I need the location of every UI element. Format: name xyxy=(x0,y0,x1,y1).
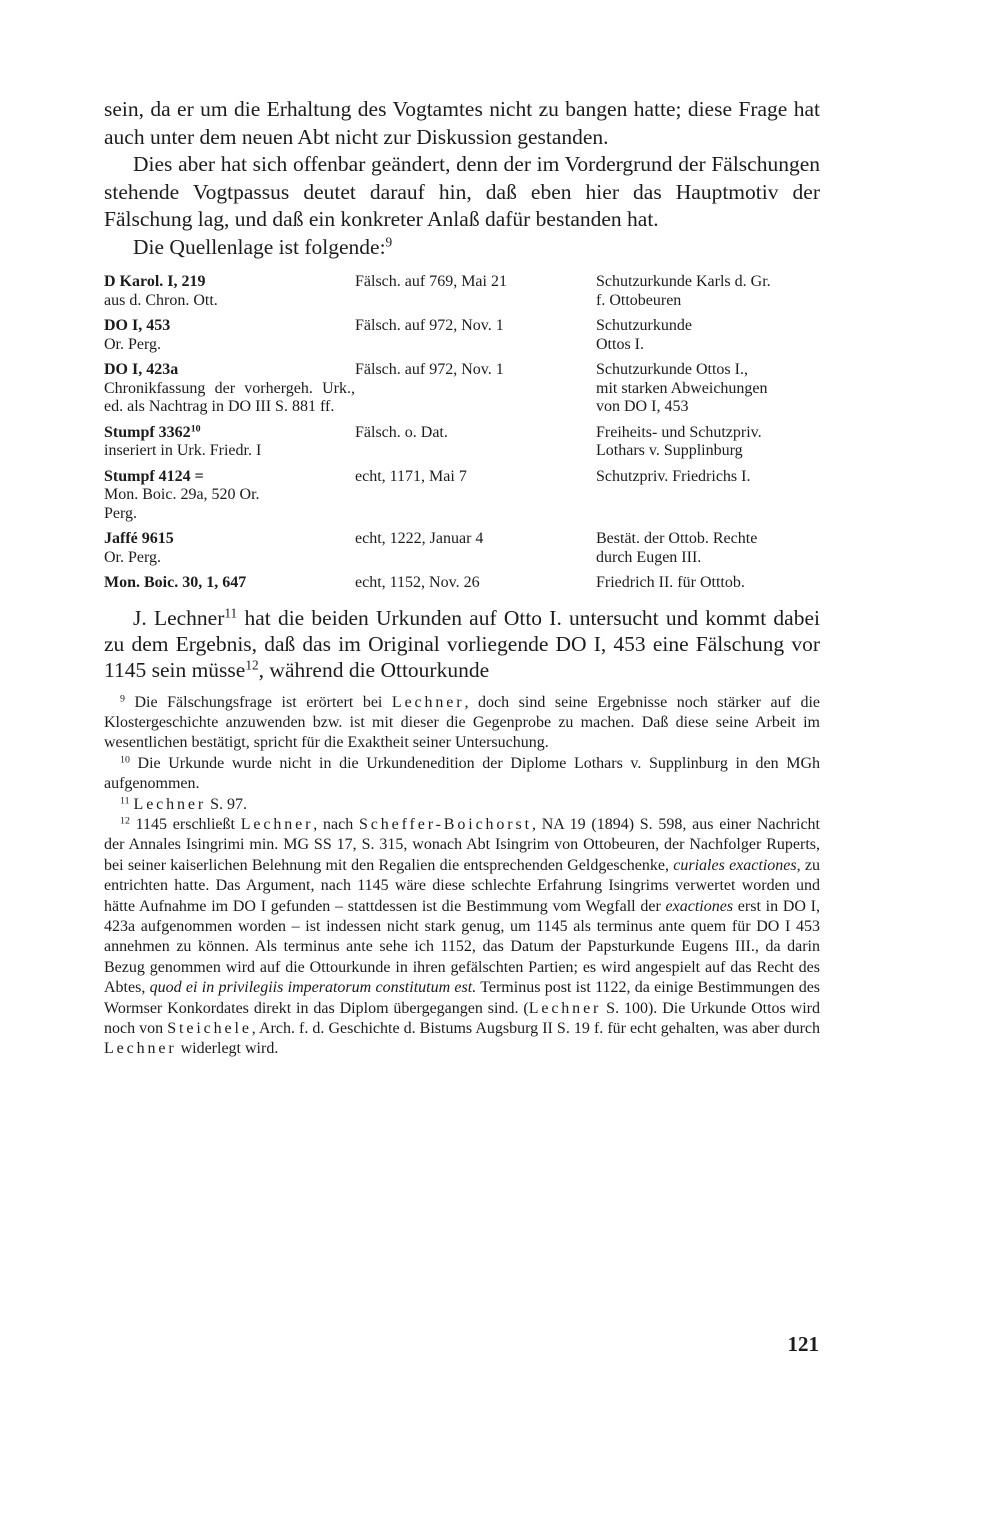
source-row xyxy=(104,574,820,593)
footnote-ref-11: 11 xyxy=(224,605,238,621)
author-name: Lechner xyxy=(133,795,207,813)
source-detail: inseriert in Urk. Friedr. I xyxy=(104,442,262,459)
footnote-9: $^9$ Die Fälschungsfrage ist erörtert bei Lechner, doch sind seine Ergebnisse noch stärker auf die Klostergeschichte anzuwenden bzw. ist mit dieser die Gegenprobe zu machen. Daß diese seine Arbeit im wesentlichen bestätigt, spricht für die Exaktheit seiner Untersuchung. xyxy=(104,693,821,752)
author-name: Lechner xyxy=(391,693,465,711)
source-detail: aus d. Chron. Ott. xyxy=(104,291,218,309)
main-text xyxy=(104,605,820,683)
footnote-10: $^{10}$ Die Urkunde wurde nicht in die Urkundenedition der Diplome Lothars v. Supplinburg in den MGh aufgenommen. xyxy=(104,754,820,793)
footnote-11: $^{11}$ Lechner S. 97. xyxy=(120,795,248,813)
intro-paragraph-2: Dies aber hat sich offenbar geändert, denn der im Vordergrund der Fälschungen stehende Vogtpassus deutet darauf hin, daß eben hier das Hauptmotiv der Fälschung lag, und daß ein konkreter Anlaß dafür bestanden hat. xyxy=(104,152,820,231)
source-dating: Fälsch. o. Dat. xyxy=(355,423,448,441)
intro-paragraph-1: sein, da er um die Erhaltung des Vogtamtes nicht zu bangen hatte; diese Frage hat auch unter dem neuen Abt nicht zur Diskussion gestanden. xyxy=(104,97,820,149)
page-number: 121 xyxy=(787,1332,819,1356)
footnote-12: $^{12}$ 1145 erschließt Lechner, nach Scheffer-Boichorst, NA 19 (1894) S. 598, aus einer Nachricht der Annales Isingrimi min. MG SS 17, S. 315, wonach Abt Isingrim von Ottobeuren, der Nachfolger Ruperts, bei seiner kaiserlichen Belehnung mit den Regalien die entsprechenden Geldgeschenke, curiales exactiones, zu entrichten hatte. Das Argument, nach 1145 wäre diese schlechte Erfahrung Isingrims verwertet worden und hätte Aufnahme im DO I gefunden – stattdessen ist die Bestimmung vom Wegfall der exactiones erst in DO I, 423a aufgenommen worden – ist indessen nicht stark genug, um 1145 als terminus ante quem für DO I 453 annehmen zu können. Als terminus ante sehe ich 1152, das Datum der Papsturkunde Eugens III., da darin Bezug genommen wird auf die Ottourkunde in ihren gefälschten Partien; es wird angespielt auf das Recht des Abtes, quod ei in privilegiis imperatorum constitutum est. Terminus post ist 1122, da einige Bestimmungen des Wormser Konkordates direkt in das Diplom übergegangen sind. (Lechner S. 100). Die Urkunde Ottos wird noch von Steichele, Arch. f. d. Geschichte d. Bistums Augsburg II S. 19 f. für echt gehalten, was aber durch Lechner widerlegt wird. xyxy=(104,815,821,1058)
source-dating: Fälsch. auf 972, Nov. 1 xyxy=(355,317,504,334)
source-row xyxy=(104,317,820,354)
source-dating: Fälsch. auf 972, Nov. 1 xyxy=(355,361,504,378)
author-name: Steichele xyxy=(167,1020,252,1037)
source-detail: Mon. Boic. 29a, 520 Or. Perg. xyxy=(104,486,260,522)
main-paragraph: J. Lechner$^{11}$ hat die beiden Urkunden auf Otto I. untersucht und kommt dabei zu dem Ergebnis, daß das im Original vorliegende DO I, 453 eine Fälschung vor 1145 sein müsse$^{12}$, während die Ottourkunde xyxy=(104,605,820,682)
sources-intro: Die Quellenlage ist folgende:$^9$ xyxy=(133,234,393,259)
footnote-ref-10: 10 xyxy=(190,423,201,435)
source-dating: echt, 1171, Mai 7 xyxy=(355,467,467,485)
source-content: Schutzurkunde Ottos I., mit starken Abweichungen von DO I, 453 xyxy=(596,361,768,415)
source-ref: Jaffé 9615 xyxy=(104,530,174,547)
source-row xyxy=(104,530,820,567)
source-content: Freiheits- und Schutzpriv. Lothars v. Supplinburg xyxy=(596,423,762,459)
footnote-ref-12: 12 xyxy=(245,657,259,673)
footnote-ref-9: 9 xyxy=(385,234,393,250)
source-ref: DO I, 423a xyxy=(104,361,179,378)
source-ref: Mon. Boic. 30, 1, 647 xyxy=(104,574,247,591)
source-dating: echt, 1152, Nov. 26 xyxy=(355,574,480,591)
source-dating: Fälsch. auf 769, Mai 21 xyxy=(355,273,507,290)
source-row xyxy=(104,424,820,461)
source-ref: Stumpf 4124 = xyxy=(104,467,204,485)
source-row xyxy=(104,273,820,310)
source-content: Schutzurkunde Karls d. Gr. f. Ottobeuren xyxy=(596,273,771,309)
sources-table xyxy=(104,273,820,593)
author-name: Scheffer-Boichorst xyxy=(358,815,532,833)
source-row xyxy=(104,361,820,417)
source-content: Friedrich II. für Otttob. xyxy=(596,574,745,591)
footnotes xyxy=(104,693,820,1060)
author-name: Lechner xyxy=(528,999,602,1017)
source-content: Schutzurkunde Ottos I. xyxy=(596,317,692,353)
author-name: Lechner xyxy=(240,815,314,833)
source-ref: DO I, 453 xyxy=(104,317,171,334)
source-detail: Chronikfassung der vorhergeh. Urk., ed. als Nachtrag in DO III S. 881 ff. xyxy=(104,379,355,415)
source-content: Schutzpriv. Friedrichs I. xyxy=(596,467,751,485)
source-detail: Or. Perg. xyxy=(104,548,162,566)
source-detail: Or. Perg. xyxy=(104,335,162,353)
page-content xyxy=(104,96,820,1060)
source-ref: D Karol. I, 219 xyxy=(104,273,206,290)
source-ref: Stumpf 3362$^{10}$ xyxy=(104,423,201,441)
author-name: Lechner xyxy=(104,1040,177,1058)
source-row xyxy=(104,468,820,524)
intro-text xyxy=(104,96,820,261)
source-content: Bestät. der Ottob. Rechte durch Eugen III. xyxy=(596,530,758,566)
source-dating: echt, 1222, Januar 4 xyxy=(355,530,484,547)
